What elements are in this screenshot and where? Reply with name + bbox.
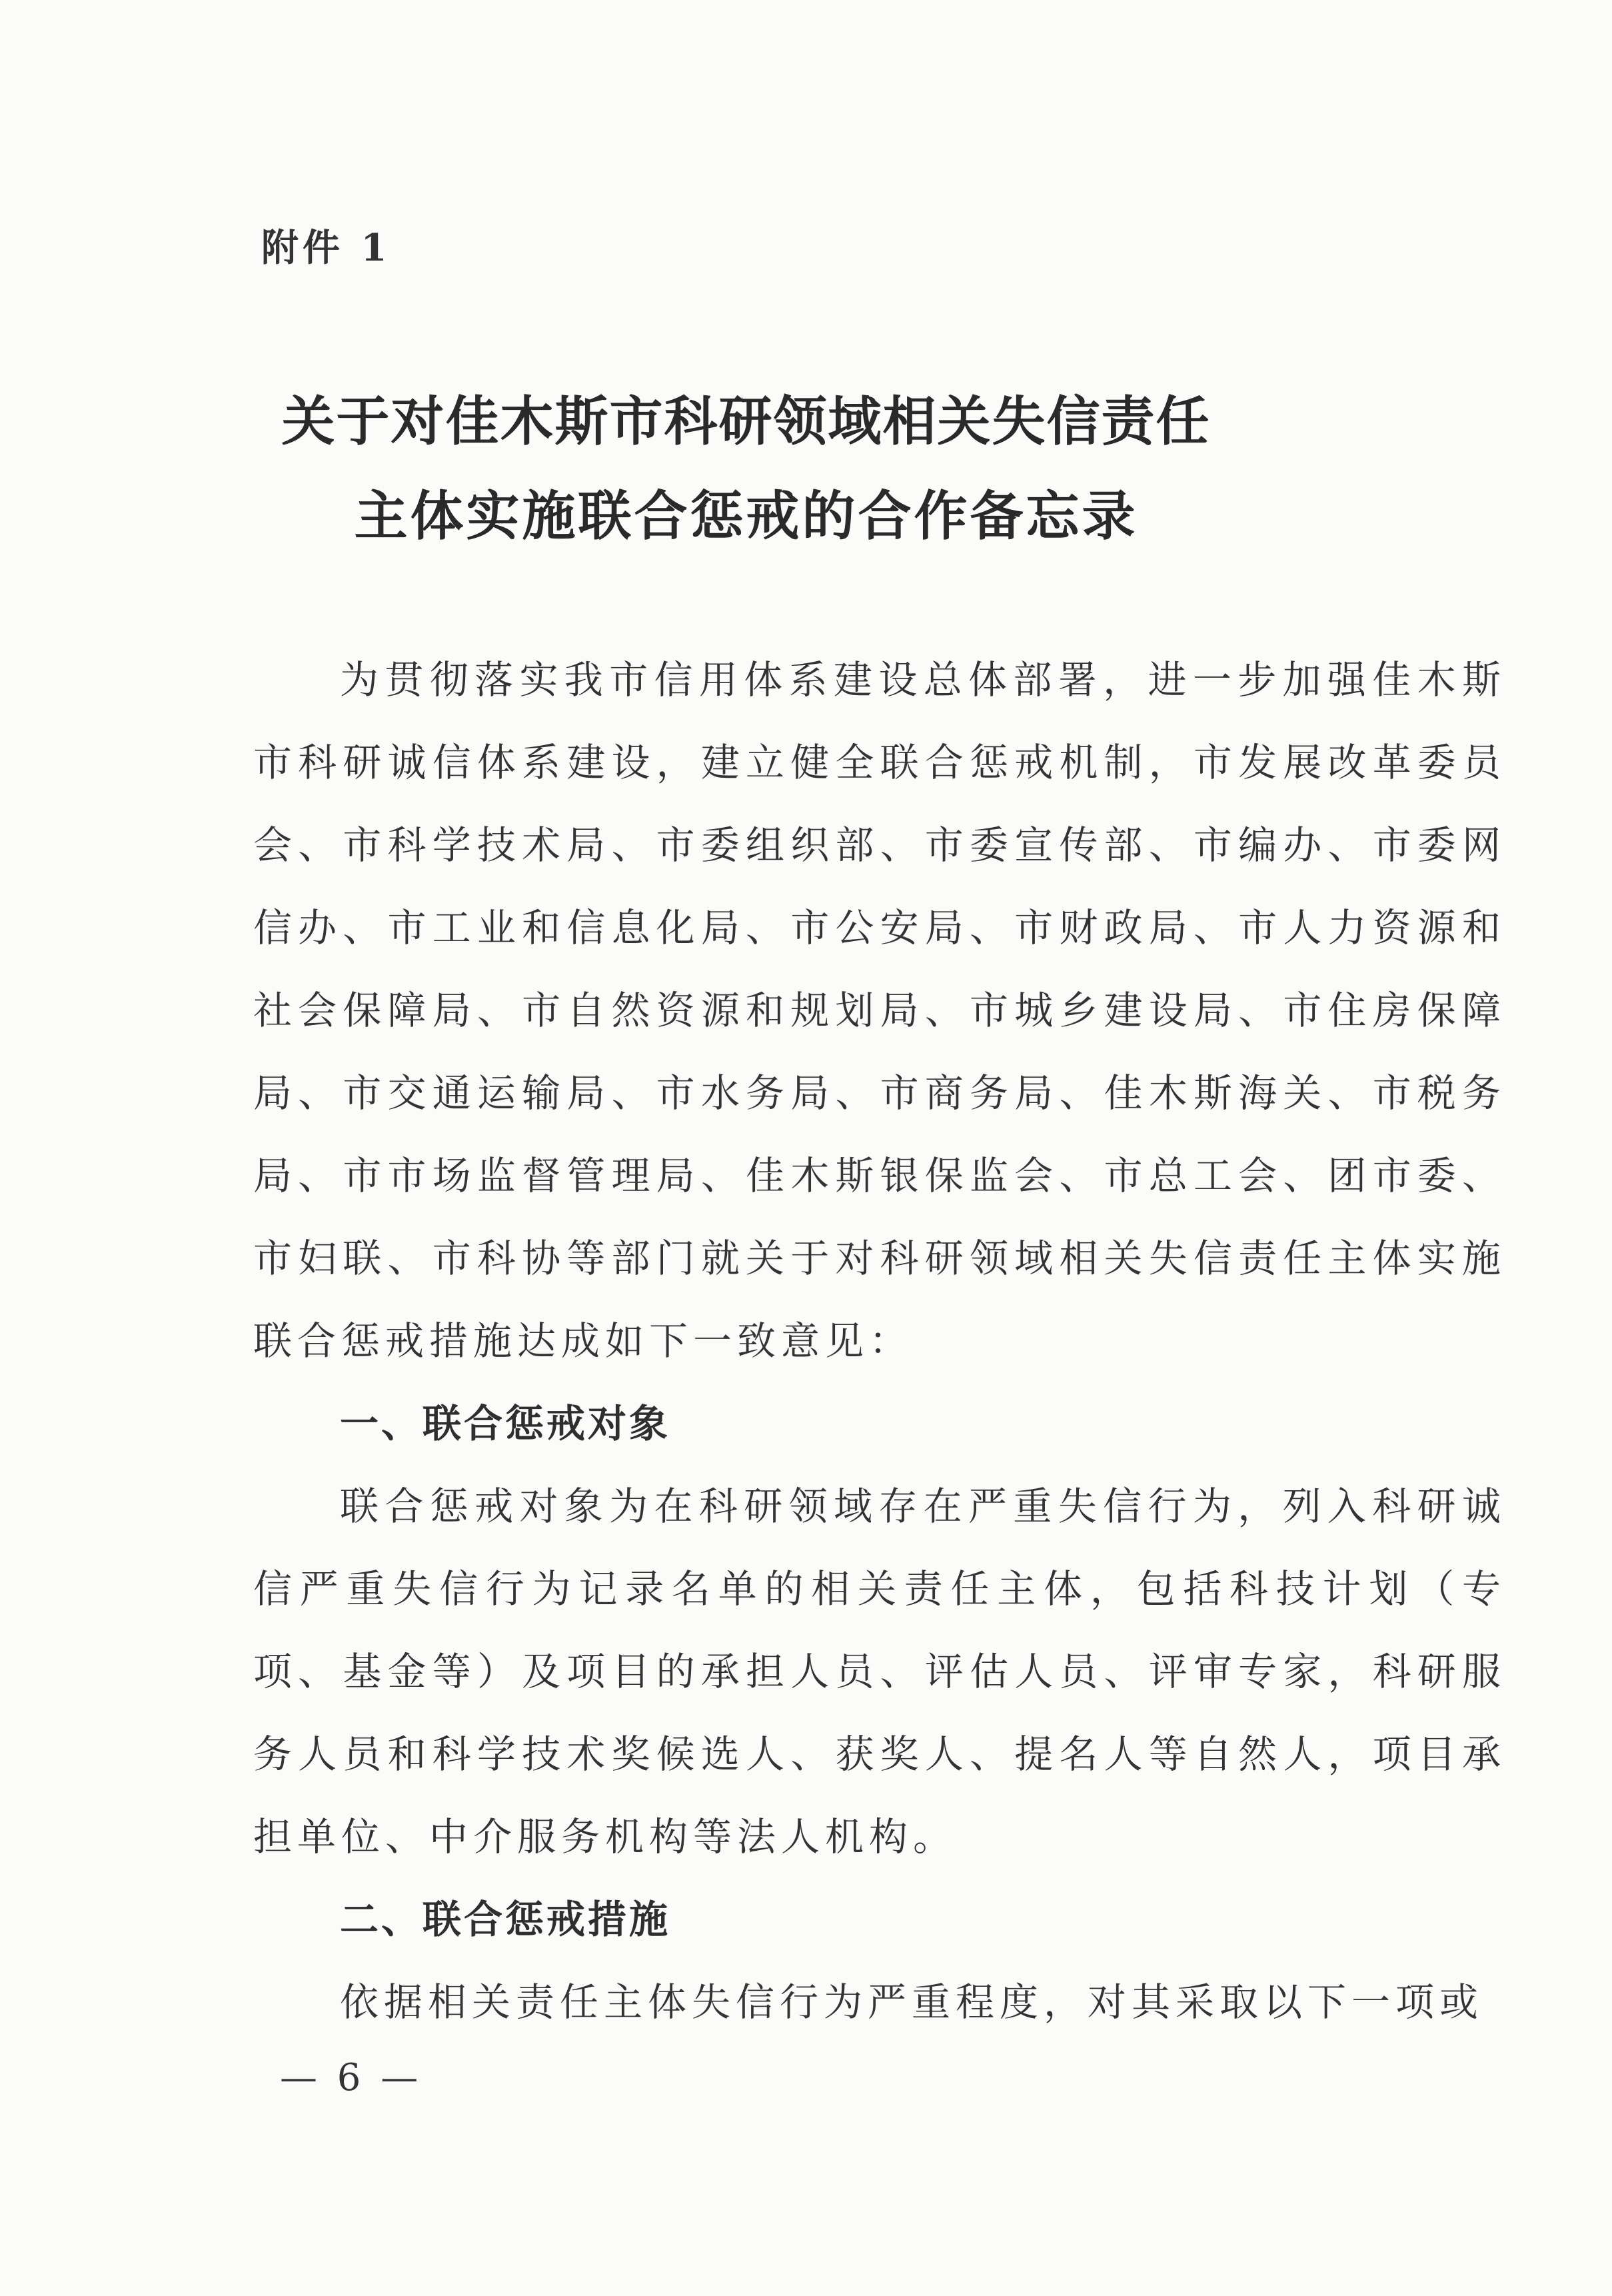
- section-1-heading: 一、联合惩戒对象: [340, 1401, 671, 1446]
- intro-paragraph: 为贯彻落实我市信用体系建设总体部署，进一步加强佳木斯市科研诚信体系建设，建立健全联合惩戒机制，市发展改革委员会、市科学技术局、市委组织部、市委宣传部、市编办、市委网信办、市工业和信息化局、市公安局、市财政局、市人力资源和社会保障局、市自然资源和规划局、市城乡建设局、市住房保障局、市交通运输局、市水务局、市商务局、佳木斯海关、市税务局、市市场监督管理局、佳木斯银保监会、市总工会、团市委、市妇联、市科协等部门就关于对科研领域相关失信责任主体实施联合惩戒措施达成如下一致意见：: [253, 657, 1506, 1364]
- document-title-line-2: 主体实施联合惩戒的合作备忘录: [354, 485, 1138, 547]
- section-2-paragraph: 依据相关责任主体失信行为严重程度，对其采取以下一项或: [340, 1979, 1484, 2025]
- document-body: [253, 638, 1506, 2043]
- section-2-heading: 二、联合惩戒措施: [340, 1897, 671, 1942]
- attachment-label: 附件 1: [261, 226, 391, 270]
- section-1-paragraph: 联合惩戒对象为在科研领域存在严重失信行为，列入科研诚信严重失信行为记录名单的相关责任主体，包括科技计划（专项、基金等）及项目的承担人员、评估人员、评审专家，科研服务人员和科学技术奖候选人、获奖人、提名人等自然人，项目承担单位、中介服务机构等法人机构。: [253, 1484, 1506, 1859]
- document-title-line-1: 关于对佳木斯市科研领域相关失信责任: [281, 390, 1211, 453]
- page-number: — 6 —: [280, 2056, 422, 2099]
